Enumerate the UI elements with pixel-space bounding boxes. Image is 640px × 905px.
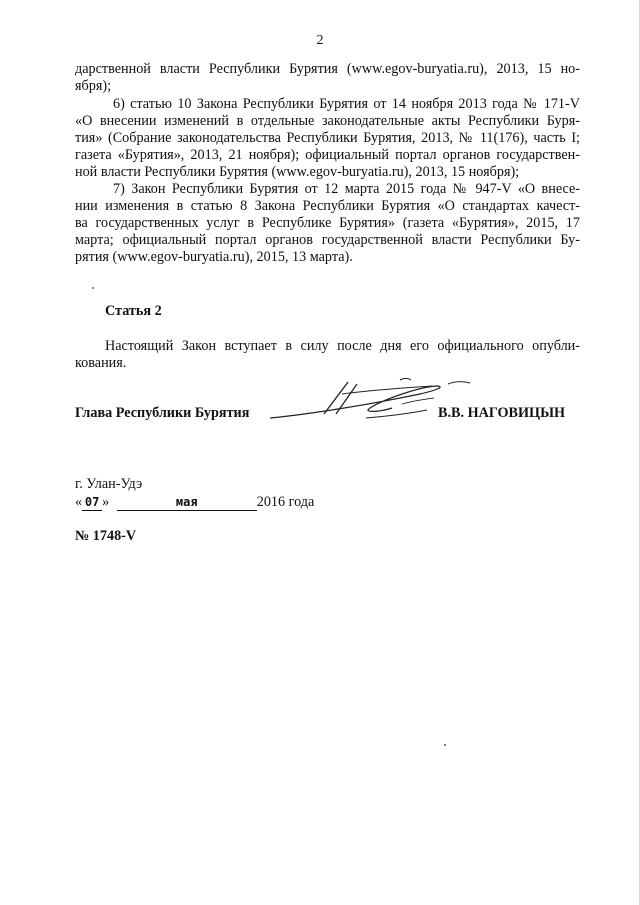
signatory-title: Глава Республики Бурятия <box>75 405 250 421</box>
scan-speck <box>444 744 446 746</box>
text-line: рятия (www.egov-buryatia.ru), 2015, 13 марта). <box>75 249 353 265</box>
text-line: «О внесении изменений в отдельные законодательные акты Республики Буря- <box>75 113 580 129</box>
date-month: мая <box>117 495 257 511</box>
handwritten-signature <box>262 374 477 432</box>
city: г. Улан-Удэ <box>75 476 143 492</box>
page-number: 2 <box>316 33 324 48</box>
article-text: кования. <box>75 355 127 371</box>
text-line: дарственной власти Республики Бурятия (www.egov-buryatia.ru), 2013, 15 но- <box>75 61 580 77</box>
date-close-quote: » <box>102 494 110 510</box>
text-line: ября); <box>75 78 112 94</box>
signatory-name: В.В. НАГОВИЦЫН <box>438 405 566 421</box>
date-day: 07 <box>82 495 102 511</box>
date-open-quote: « <box>75 494 83 510</box>
law-number: № 1748-V <box>75 528 137 544</box>
text-line: 7) Закон Республики Бурятия от 12 марта 2015 года № 947-V «О внесе- <box>113 181 580 197</box>
text-line: газета «Бурятия», 2013, 21 ноября); официальный портал органов государствен- <box>75 147 580 163</box>
text-line: ной власти Республики Бурятия (www.egov-buryatia.ru), 2013, 15 ноября); <box>75 164 520 180</box>
article-heading: Статья 2 <box>105 303 162 319</box>
text-line: нии изменения в статью 8 Закона Республики Бурятия «О стандартах качест- <box>75 198 580 214</box>
text-line: 6) статью 10 Закона Республики Бурятия от 14 ноября 2013 года № 171-V <box>113 96 580 112</box>
text-line: ва государственных услуг в Республике Бурятия» (газета «Бурятия», 2015, 17 <box>75 215 580 231</box>
date-year: 2016 года <box>256 494 315 510</box>
text-line: марта; официальный портал органов государственной власти Республики Бу- <box>75 232 580 248</box>
text-line: тия» (Собрание законодательства Республики Бурятия, 2013, № 11(176), часть I; <box>75 130 580 146</box>
scan-speck <box>92 287 94 289</box>
article-text: Настоящий Закон вступает в силу после дня его официального опубли- <box>105 338 580 354</box>
date-line <box>75 494 314 511</box>
